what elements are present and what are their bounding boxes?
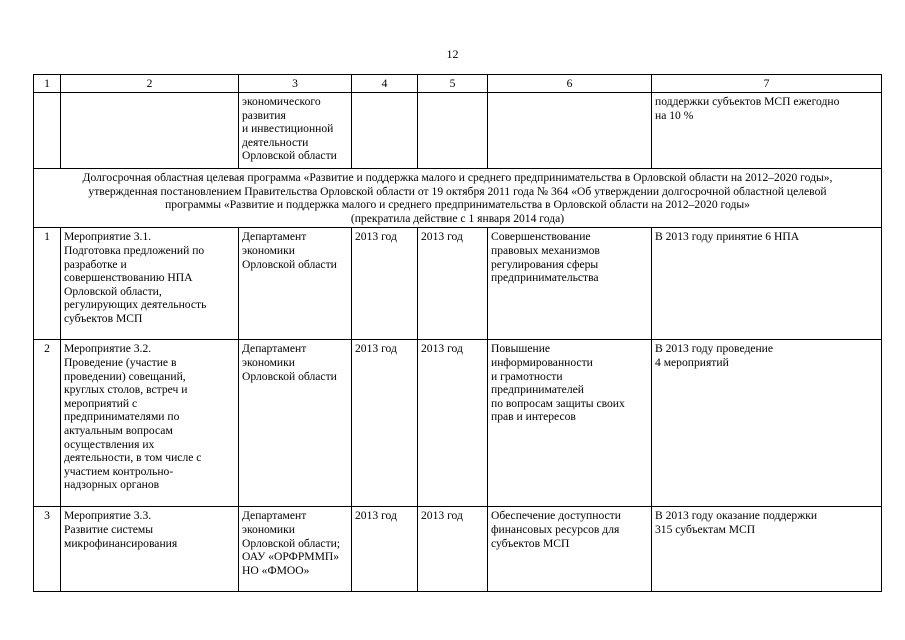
cell-line: экономики <box>242 355 295 369</box>
row-number: 1 <box>34 228 61 340</box>
cell-line: Повышение <box>491 342 551 356</box>
indicator-cell <box>652 228 882 340</box>
cell-line: предпринимательства <box>491 271 599 285</box>
cell-line: по вопросам защиты своих <box>491 396 625 410</box>
cell-line: развития <box>242 108 286 122</box>
result-cell <box>488 507 652 592</box>
cell-line: надзорных органов <box>64 478 160 492</box>
row-number: 2 <box>34 340 61 507</box>
header-cell: 2 <box>61 75 239 93</box>
cell-line: и грамотности <box>491 369 563 383</box>
cell-line: микрофинансирования <box>64 536 178 550</box>
executor-cell <box>239 228 352 340</box>
table-cell <box>352 93 418 169</box>
row-number: 3 <box>34 507 61 592</box>
table-row <box>34 340 882 507</box>
end-cell: 2013 год <box>418 340 488 507</box>
start-cell: 2013 год <box>352 340 418 507</box>
cell-line: Мероприятие 3.2. <box>64 342 152 356</box>
cell-line: Департамент <box>242 342 307 356</box>
cell-line: на 10 % <box>655 108 694 122</box>
cell-line: субъектов МСП <box>64 311 143 325</box>
indicator-cell <box>652 93 882 169</box>
end-cell: 2013 год <box>418 228 488 340</box>
cell-line: регулирующих деятельность <box>64 298 207 312</box>
measure-cell <box>61 507 239 592</box>
cell-line: Совершенствование <box>491 230 591 244</box>
program-title <box>34 169 882 228</box>
cell-line: деятельности, в том числе с <box>64 451 202 465</box>
cell-line: субъектов МСП <box>491 536 570 550</box>
title-line: Долгосрочная областная целевая программа «Развитие и поддержка малого и среднего предпринимательства в Орловской области на 2012–2020 годы», <box>82 171 833 184</box>
table-cell <box>34 93 61 169</box>
cell-line: проведении) совещаний, <box>64 369 186 383</box>
header-cell: 7 <box>652 75 882 93</box>
program-title-row <box>34 169 882 228</box>
cell-line: экономического <box>242 95 321 108</box>
table-cell <box>61 93 239 169</box>
header-cell: 5 <box>418 75 488 93</box>
measure-cell <box>61 228 239 340</box>
cell-line: разработке и <box>64 257 127 271</box>
cell-line: 315 субъектам МСП <box>655 522 756 536</box>
cell-line: деятельности <box>242 135 309 149</box>
cell-line: НО «ФМОО» <box>242 563 310 577</box>
cell-line: мероприятий с <box>64 396 138 410</box>
cell-line: регулирования сферы <box>491 257 599 271</box>
title-line: утвержденная постановлением Правительства Орловской области от 19 октября 2011 года № 364 «Об утверждении долгосрочной областной целевой <box>88 184 827 198</box>
cell-line: информированности <box>491 355 593 369</box>
header-cell: 6 <box>488 75 652 93</box>
indicator-cell <box>652 340 882 507</box>
continuation-row <box>34 93 882 169</box>
start-cell: 2013 год <box>352 507 418 592</box>
cell-line: прав и интересов <box>491 410 576 424</box>
cell-line: осуществления их <box>64 437 155 451</box>
cell-line: экономики <box>242 243 295 257</box>
cell-line: Департамент <box>242 509 307 523</box>
cell-line: Мероприятие 3.1. <box>64 230 152 244</box>
title-line: программы «Развитие и поддержка малого и среднего предпринимательства в Орловской области на 2012–2020 годы» <box>165 198 750 212</box>
cell-line: Орловской области <box>242 369 337 383</box>
cell-line: участием контрольно- <box>64 464 174 478</box>
indicator-cell <box>652 507 882 592</box>
executor-cell <box>239 507 352 592</box>
cell-line: поддержки субъектов МСП ежегодно <box>655 95 840 108</box>
cell-line: В 2013 году оказание поддержки <box>655 509 818 523</box>
header-cell: 3 <box>239 75 352 93</box>
cell-line: В 2013 году принятие 6 НПА <box>655 230 800 244</box>
cell-line: предпринимателями по <box>64 410 180 424</box>
table-cell <box>488 93 652 169</box>
cell-line: и инвестиционной <box>242 122 334 136</box>
result-cell <box>488 228 652 340</box>
result-cell <box>488 340 652 507</box>
cell-line: Департамент <box>242 230 307 244</box>
cell-line: 4 мероприятий <box>655 355 729 369</box>
start-cell: 2013 год <box>352 228 418 340</box>
table-cell <box>418 93 488 169</box>
cell-line: Проведение (участие в <box>64 355 177 369</box>
cell-line: правовых механизмов <box>491 243 600 257</box>
cell-line: Орловской области <box>242 149 337 163</box>
cell-line: ОАУ «ОРФРММП» <box>242 550 340 564</box>
executor-cell <box>239 340 352 507</box>
header-cell: 1 <box>34 75 61 93</box>
table-row <box>34 507 882 592</box>
end-cell: 2013 год <box>418 507 488 592</box>
cell-line: Мероприятие 3.3. <box>64 509 152 523</box>
cell-line: актуальным вопросам <box>64 423 173 437</box>
title-line: (прекратила действие с 1 января 2014 года) <box>350 211 565 225</box>
cell-line: круглых столов, встреч и <box>64 383 188 397</box>
header-row <box>34 75 882 93</box>
executor-cell <box>239 93 352 169</box>
table-row <box>34 228 882 340</box>
cell-line: совершенствованию НПА <box>64 271 193 285</box>
cell-line: предпринимателей <box>491 383 584 397</box>
cell-line: Подготовка предложений по <box>64 243 205 257</box>
cell-line: Обеспечение доступности <box>491 509 621 523</box>
cell-line: Орловской области, <box>64 284 162 298</box>
cell-line: финансовых ресурсов для <box>491 522 620 536</box>
measure-cell <box>61 340 239 507</box>
page-number: 12 <box>446 47 459 61</box>
cell-line: В 2013 году проведение <box>655 342 774 356</box>
cell-line: Орловской области; <box>242 536 341 550</box>
measures-table <box>33 74 882 592</box>
header-cell: 4 <box>352 75 418 93</box>
cell-line: экономики <box>242 522 295 536</box>
cell-line: Орловской области <box>242 257 337 271</box>
cell-line: Развитие системы <box>64 522 154 536</box>
